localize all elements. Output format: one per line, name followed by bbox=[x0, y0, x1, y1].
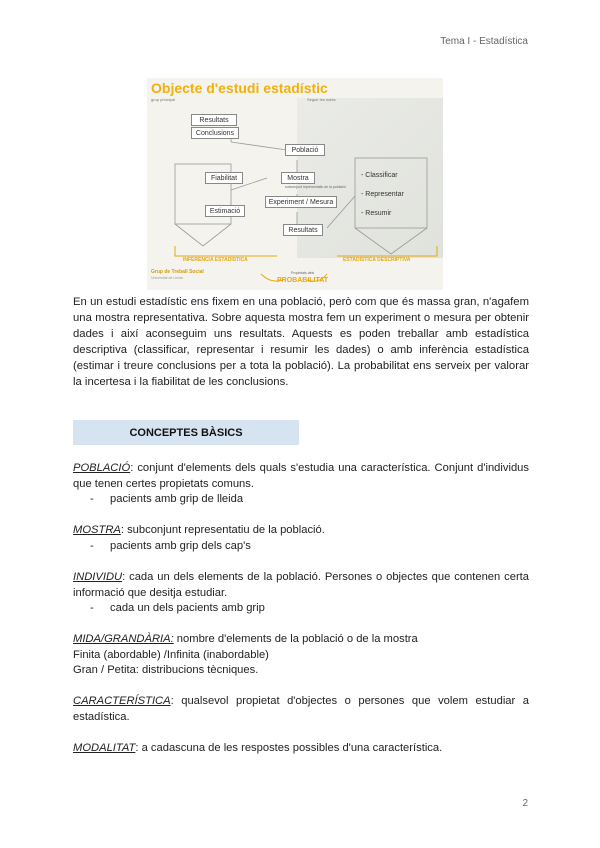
bullet-dash: - bbox=[90, 602, 94, 614]
section-banner: CONCEPTES BÀSICS bbox=[73, 420, 299, 445]
diagram-fiabilitat: Fiabilitat bbox=[205, 172, 243, 184]
diagram-mostra: Mostra bbox=[281, 172, 315, 184]
page-number: 2 bbox=[522, 798, 528, 809]
definition-body: : conjunt d'elements dels quals s'estudia una característica. Conjunt d'individus que tenen certes propietats comuns. bbox=[73, 462, 529, 490]
bullet-dash: - bbox=[90, 493, 94, 505]
diagram-list-item: - Classificar bbox=[361, 172, 398, 179]
diagram-group-sub: Universitat de Lleida bbox=[151, 276, 183, 280]
term-caracteristica: CARACTERÍSTICA bbox=[73, 695, 171, 707]
bullet-dash: - bbox=[90, 539, 94, 552]
term-mostra: MOSTRA bbox=[73, 524, 121, 536]
diagram-probabilitat-label: PROBABILITAT bbox=[277, 277, 329, 284]
diagram-descriptive-list bbox=[361, 166, 404, 223]
diagram-group-name: Grup de Treball Social bbox=[151, 269, 204, 275]
definition-mida bbox=[73, 632, 529, 679]
diagram-mostra-caption: subconjunt representatiu de la població bbox=[285, 185, 346, 189]
list-item bbox=[73, 492, 529, 508]
page-header: Tema I - Estadística bbox=[440, 36, 528, 47]
term-individu: INDIVIDU bbox=[73, 571, 123, 583]
definition-text bbox=[73, 741, 529, 757]
term-modalitat: MODALITAT bbox=[73, 742, 136, 754]
definition-body: nombre d'elements de la població o de la mostra bbox=[173, 633, 418, 645]
diagram-title: Objecte d'estudi estadístic bbox=[151, 80, 328, 96]
definition-individu bbox=[73, 570, 529, 617]
diagram-descriptiva-label: ESTADÍSTICA DESCRIPTIVA bbox=[343, 257, 411, 263]
list-item bbox=[73, 539, 529, 555]
statistics-diagram bbox=[147, 78, 443, 290]
definition-modalitat bbox=[73, 741, 529, 757]
intro-paragraph: En un estudi estadístic ens fixem en una població, però com que és massa gran, n'agafem una mostra representativa. Sobre aquesta mostra fem un experiment o mesura per obtenir dades i així aconseguim uns resultats. Aquests es poden treballar amb estadística descriptiva (classificar, representar i resumir les dades) o amb inferència estadística (estimar i treure conclusions per a tota la població). La probabilitat ens serveix per valorar la incertesa i la fiabilitat de les conclusions. bbox=[73, 296, 529, 388]
bullet-text: cada un dels pacients amb grip bbox=[110, 602, 265, 614]
diagram-poblacio: Població bbox=[285, 144, 325, 156]
definition-text bbox=[73, 570, 529, 601]
diagram-experiment: Experiment / Mesura bbox=[265, 196, 337, 208]
bullet-text: pacients amb grip dels cap's bbox=[110, 539, 251, 552]
bullet-text: pacients amb grip de lleida bbox=[110, 493, 244, 505]
definition-poblacio bbox=[73, 461, 529, 508]
term-mida: MIDA/GRANDÀRIA: bbox=[73, 633, 174, 645]
definition-line: Gran / Petita: distribucions tècniques. bbox=[73, 664, 259, 676]
definition-text bbox=[73, 694, 529, 725]
term-poblacio: POBLACIÓ bbox=[73, 462, 131, 474]
diagram-inferencia-label: INFERÈNCIA ESTADÍSTICA bbox=[183, 257, 248, 263]
definition-caracteristica bbox=[73, 694, 529, 725]
diagram-conclusions: Conclusions bbox=[191, 127, 239, 139]
diagram-subtitle-left: grup principal bbox=[151, 97, 176, 102]
definition-mostra bbox=[73, 523, 529, 554]
diagram-list-item: - Resumir bbox=[361, 210, 392, 217]
definition-body: : qualsevol propietat d'objectes o persones que volem estudiar a estadística. bbox=[73, 695, 529, 723]
definition-text bbox=[73, 461, 529, 492]
diagram-resultats-top: Resultats bbox=[191, 114, 237, 126]
definition-text bbox=[73, 632, 529, 648]
definition-text bbox=[73, 523, 529, 539]
diagram-list-item: - Representar bbox=[361, 191, 404, 198]
diagram-prob-caption: Propietats dels bbox=[291, 271, 315, 275]
definition-line: Finita (abordable) /Infinita (inabordable) bbox=[73, 648, 269, 661]
diagram-resultats-bottom: Resultats bbox=[283, 224, 323, 236]
diagram-estimacio: Estimació bbox=[205, 205, 245, 217]
definition-body: : a cadascuna de les respostes possibles d'una característica. bbox=[135, 742, 443, 754]
diagram-subtitle-right: Seguir les notes bbox=[307, 97, 336, 102]
list-item bbox=[73, 601, 529, 617]
definition-body: : subconjunt representatiu de la població. bbox=[120, 524, 325, 536]
definition-body: : cada un dels elements de la població. Persones o objectes que contenen certa informació que desitja estudiar. bbox=[73, 571, 529, 599]
